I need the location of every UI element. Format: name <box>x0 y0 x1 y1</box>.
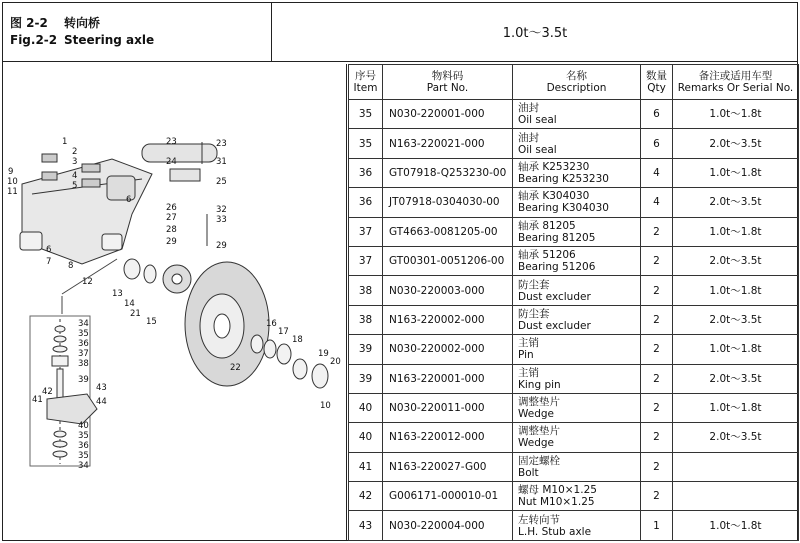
table-row <box>349 482 799 511</box>
col-qty: 数量 Qty <box>641 65 673 100</box>
desc-en: Bearing 81205 <box>518 231 596 244</box>
callout-19: 19 <box>318 349 329 359</box>
cell-part-no: N030-220011-000 <box>383 393 513 422</box>
cell-description <box>513 188 641 217</box>
col-description: 名称 Description <box>513 65 641 100</box>
callout-29: 29 <box>166 237 177 247</box>
callout-37: 37 <box>78 349 89 359</box>
cell-item: 36 <box>349 158 383 187</box>
figure-title-en: Fig.2-2 Steering axle <box>10 33 155 47</box>
cell-remarks: 1.0t～1.8t <box>673 335 799 364</box>
desc-en: Bearing 51206 <box>518 261 596 274</box>
cell-description <box>513 305 641 334</box>
desc-en: Wedge <box>518 408 555 421</box>
cell-remarks: 2.0t～3.5t <box>673 423 799 452</box>
cell-item: 36 <box>349 188 383 217</box>
callout-22: 22 <box>230 363 241 373</box>
figure-title-cn: 图 2-2 转向桥 <box>10 16 101 30</box>
cell-remarks: 2.0t～3.5t <box>673 305 799 334</box>
cell-item: 40 <box>349 423 383 452</box>
desc-cn: 左转向节 <box>518 513 560 526</box>
cell-qty: 6 <box>641 100 673 129</box>
cell-item: 41 <box>349 452 383 481</box>
cell-part-no: N030-220002-000 <box>383 335 513 364</box>
cell-remarks: 1.0t～1.8t <box>673 511 799 540</box>
cell-remarks <box>673 452 799 481</box>
cell-description <box>513 246 641 275</box>
table-row <box>349 364 799 393</box>
cell-qty: 2 <box>641 335 673 364</box>
callout-38: 38 <box>78 359 89 369</box>
capacity-range: 1.0t～3.5t <box>272 2 798 62</box>
cell-description <box>513 335 641 364</box>
callout-9: 9 <box>8 167 14 177</box>
callout-41: 41 <box>32 395 43 405</box>
callout-31: 31 <box>216 157 227 167</box>
callout-15: 15 <box>146 317 157 327</box>
callout-16: 16 <box>266 319 277 329</box>
cell-remarks: 1.0t～1.8t <box>673 276 799 305</box>
cell-item: 37 <box>349 217 383 246</box>
callout-44: 44 <box>96 397 107 407</box>
desc-en: Bearing K304030 <box>518 202 609 215</box>
desc-en: Bolt <box>518 466 539 479</box>
desc-cn: 轴承 81205 <box>518 219 576 232</box>
callout-34: 34 <box>78 319 89 329</box>
cell-item: 40 <box>349 393 383 422</box>
cell-description <box>513 217 641 246</box>
callout-43: 43 <box>96 383 107 393</box>
callout-28: 28 <box>166 225 177 235</box>
cell-part-no: GT00301-0051206-00 <box>383 246 513 275</box>
figure-title-block <box>2 2 272 62</box>
cell-item: 39 <box>349 335 383 364</box>
diagram-svg <box>2 64 347 541</box>
callout-1: 1 <box>62 137 68 147</box>
cell-description <box>513 393 641 422</box>
table-row <box>349 511 799 540</box>
col-part-no: 物料码 Part No. <box>383 65 513 100</box>
callout-6b: 6 <box>46 245 52 255</box>
cell-part-no: JT07918-0304030-00 <box>383 188 513 217</box>
callout-35c: 35 <box>78 451 89 461</box>
callout-3: 3 <box>72 157 78 167</box>
desc-cn: 螺母 M10×1.25 <box>518 484 597 497</box>
desc-cn: 轴承 51206 <box>518 249 576 262</box>
desc-en: Wedge <box>518 437 555 450</box>
desc-cn: 油封 <box>518 131 539 144</box>
callout-5: 5 <box>72 181 78 191</box>
callout-12: 12 <box>82 277 93 287</box>
cell-qty: 2 <box>641 482 673 511</box>
desc-cn: 主销 <box>518 366 539 379</box>
desc-cn: 固定螺栓 <box>518 454 560 467</box>
callout-29b: 29 <box>216 241 227 251</box>
cell-part-no: N163-220021-000 <box>383 129 513 158</box>
callout-18: 18 <box>292 335 303 345</box>
cell-part-no: GT4663-0081205-00 <box>383 217 513 246</box>
cell-qty: 2 <box>641 423 673 452</box>
callout-2: 2 <box>72 147 78 157</box>
callout-35: 35 <box>78 329 89 339</box>
desc-cn: 轴承 K253230 <box>518 160 590 173</box>
callout-24: 24 <box>166 157 177 167</box>
callout-6: 6 <box>126 195 132 205</box>
cell-qty: 2 <box>641 246 673 275</box>
steering-axle-exploded-diagram <box>2 64 347 541</box>
desc-cn: 调整垫片 <box>518 425 560 438</box>
desc-en: Dust excluder <box>518 319 591 332</box>
desc-cn: 油封 <box>518 102 539 115</box>
cell-qty: 2 <box>641 305 673 334</box>
cell-qty: 6 <box>641 129 673 158</box>
table-row <box>349 129 799 158</box>
col-remarks: 备注或适用车型 Remarks Or Serial No. <box>673 65 799 100</box>
callout-39: 39 <box>78 375 89 385</box>
callout-23b: 23 <box>216 139 227 149</box>
table-row <box>349 393 799 422</box>
cell-description <box>513 452 641 481</box>
table-row <box>349 217 799 246</box>
callout-13: 13 <box>112 289 123 299</box>
desc-cn: 防尘套 <box>518 307 550 320</box>
desc-en: Pin <box>518 349 534 362</box>
callout-27: 27 <box>166 213 177 223</box>
cell-remarks: 1.0t～1.8t <box>673 217 799 246</box>
callout-4: 4 <box>72 171 78 181</box>
desc-en: King pin <box>518 378 561 391</box>
callout-20: 20 <box>330 357 341 367</box>
cell-description <box>513 511 641 540</box>
cell-part-no: N030-220001-000 <box>383 100 513 129</box>
cell-item: 43 <box>349 511 383 540</box>
cell-part-no: GT07918-Q253230-00 <box>383 158 513 187</box>
cell-description <box>513 158 641 187</box>
desc-cn: 主销 <box>518 337 539 350</box>
cell-qty: 1 <box>641 511 673 540</box>
callout-8: 8 <box>68 261 74 271</box>
cell-qty: 4 <box>641 158 673 187</box>
cell-description <box>513 482 641 511</box>
callout-36b: 36 <box>78 441 89 451</box>
desc-en: Bearing K253230 <box>518 172 609 185</box>
callout-10: 10 <box>7 177 18 187</box>
cell-part-no: G006171-000010-01 <box>383 482 513 511</box>
callout-11: 11 <box>7 187 18 197</box>
cell-part-no: N163-220027-G00 <box>383 452 513 481</box>
table-row <box>349 246 799 275</box>
cell-remarks: 2.0t～3.5t <box>673 129 799 158</box>
desc-cn: 调整垫片 <box>518 396 560 409</box>
callout-26: 26 <box>166 203 177 213</box>
callout-14: 14 <box>124 299 135 309</box>
cell-part-no: N163-220002-000 <box>383 305 513 334</box>
callout-7: 7 <box>46 257 52 267</box>
cell-qty: 2 <box>641 276 673 305</box>
cell-remarks: 1.0t～1.8t <box>673 100 799 129</box>
desc-en: Oil seal <box>518 143 557 156</box>
callout-34b: 34 <box>78 461 89 471</box>
table-row <box>349 305 799 334</box>
table-row <box>349 452 799 481</box>
desc-en: L.H. Stub axle <box>518 525 592 538</box>
cell-description <box>513 100 641 129</box>
cell-qty: 2 <box>641 452 673 481</box>
cell-item: 35 <box>349 100 383 129</box>
cell-description <box>513 276 641 305</box>
cell-item: 35 <box>349 129 383 158</box>
table-row <box>349 335 799 364</box>
col-item: 序号 Item <box>349 65 383 100</box>
table-row <box>349 276 799 305</box>
callout-33: 33 <box>216 215 227 225</box>
table-row <box>349 188 799 217</box>
table-row <box>349 100 799 129</box>
desc-en: Dust excluder <box>518 290 591 303</box>
cell-item: 39 <box>349 364 383 393</box>
cell-item: 38 <box>349 305 383 334</box>
cell-part-no: N030-220003-000 <box>383 276 513 305</box>
cell-part-no: N163-220001-000 <box>383 364 513 393</box>
desc-en: Nut M10×1.25 <box>518 496 595 509</box>
cell-remarks: 1.0t～1.8t <box>673 158 799 187</box>
cell-qty: 2 <box>641 217 673 246</box>
cell-qty: 2 <box>641 364 673 393</box>
cell-item: 38 <box>349 276 383 305</box>
cell-qty: 2 <box>641 393 673 422</box>
table-header-row <box>349 65 799 100</box>
callout-21: 21 <box>130 309 141 319</box>
callout-36: 36 <box>78 339 89 349</box>
cell-description <box>513 364 641 393</box>
parts-table <box>348 64 799 541</box>
desc-cn: 防尘套 <box>518 278 550 291</box>
callout-40: 40 <box>78 421 89 431</box>
desc-cn: 轴承 K304030 <box>518 190 590 203</box>
callout-17: 17 <box>278 327 289 337</box>
cell-part-no: N030-220004-000 <box>383 511 513 540</box>
cell-item: 42 <box>349 482 383 511</box>
callout-25: 25 <box>216 177 227 187</box>
table-row <box>349 423 799 452</box>
cell-remarks: 1.0t～1.8t <box>673 393 799 422</box>
desc-en: Oil seal <box>518 114 557 127</box>
cell-remarks: 2.0t～3.5t <box>673 188 799 217</box>
cell-description <box>513 129 641 158</box>
cell-remarks: 2.0t～3.5t <box>673 364 799 393</box>
callout-10b: 10 <box>320 401 331 411</box>
cell-remarks: 2.0t～3.5t <box>673 246 799 275</box>
table-row <box>349 158 799 187</box>
callout-35b: 35 <box>78 431 89 441</box>
cell-item: 37 <box>349 246 383 275</box>
cell-description <box>513 423 641 452</box>
callout-42: 42 <box>42 387 53 397</box>
cell-part-no: N163-220012-000 <box>383 423 513 452</box>
cell-remarks <box>673 482 799 511</box>
callout-32: 32 <box>216 205 227 215</box>
cell-qty: 4 <box>641 188 673 217</box>
callout-23: 23 <box>166 137 177 147</box>
